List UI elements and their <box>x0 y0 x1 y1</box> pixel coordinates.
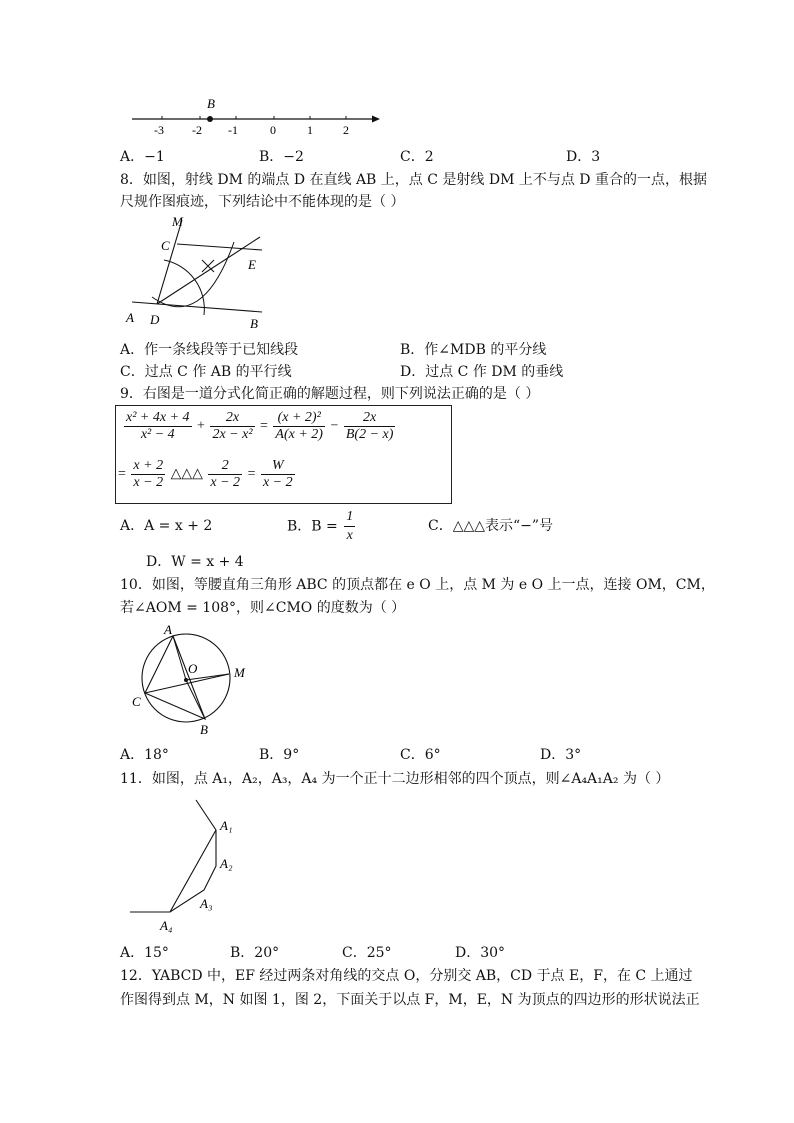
q8-option-a: A．作一条线段等于已知线段 <box>120 342 299 358</box>
q11-option-c: C．25° <box>342 945 392 961</box>
fraction: $\frac{\text{x² + 4x + 4}}{\text{x² − 4}}$ <box>126 410 190 442</box>
label-b: B <box>250 316 258 331</box>
q10-option-b: B．9° <box>259 747 300 763</box>
q10-option-a: A．18° <box>120 747 169 763</box>
q10-option-c: C．6° <box>400 747 441 763</box>
q7-option-c: C．2 <box>400 149 434 165</box>
tick-label: 2 <box>343 123 349 137</box>
fraction: $\frac{2x}{B(2 - x)}$ <box>345 410 394 442</box>
q12-stem-line-1: 12．YABCD 中，EF 经过两条对角线的交点 O，分别交 AB，CD 于点 E，F，在 C 上通过 <box>120 968 693 984</box>
fraction: $\frac{2x}{\text{2x − x²}}$ <box>212 410 253 442</box>
fraction: $\frac{\text{(x + 2)²}}{A(x + 2)}$ <box>275 410 323 442</box>
label-a4: A₄ <box>160 918 173 933</box>
label-a: A <box>126 310 134 325</box>
q9-option-a: A．A = x + 2 <box>120 518 213 534</box>
q11-polygon-figure <box>126 796 256 938</box>
label-c: C <box>161 238 170 253</box>
label-a2: A₂ <box>220 856 233 871</box>
q11-stem: 11．如图，点 A₁，A₂，A₃，A₄ 为一个正十二边形相邻的四个顶点，则∠A₄A₁A₂ 为（ ） <box>120 771 670 787</box>
q9-option-d: D．W = x + 4 <box>146 554 244 570</box>
fraction: $\frac{x + 2}{x - 2}$ <box>133 458 164 490</box>
label-a3: A₃ <box>200 896 213 911</box>
tick-label: 1 <box>307 123 313 137</box>
tick-label: -2 <box>192 123 202 137</box>
q9-option-b: B．B = $\frac{1}{x}$ <box>287 509 354 543</box>
q8-stem-line-1: 8．如图，射线 DM 的端点 D 在直线 AB 上，点 C 是射线 DM 上不与点 D 重合的一点，根据 <box>120 172 707 188</box>
q9-option-c: C．△△△表示“−”号 <box>428 518 554 534</box>
number-line-figure <box>128 94 388 138</box>
fraction: $\frac{W}{x - 2}$ <box>262 458 293 490</box>
q9-stem: 9．右图是一道分式化简正确的解题过程，则下列说法正确的是（ ） <box>120 386 540 402</box>
q12-stem-line-2: 作图得到点 M，N 如图 1，图 2，下面关于以点 F，M，E，N 为顶点的四边形的形状说法正 <box>120 992 700 1008</box>
q8-option-c: C．过点 C 作 AB 的平行线 <box>120 364 292 380</box>
q10-circle-figure <box>128 620 260 742</box>
q9-solution-box: $\frac{\text{x² + 4x + 4}}{\text{x² − 4}}$ + $\frac{2x}{\text{2x − x²}}$ = $\frac{\text{(x + 2)²}}{A(x + 2)}$ − $\frac{2x}{B(2 - x)}$ = $\frac{x + 2}{x - 2}$ △△△ $\frac{2}{x - 2}$ = $\frac{W}{x - 2}$ <box>115 405 452 504</box>
label-d: D <box>150 312 160 327</box>
label-a: A <box>164 622 172 637</box>
triangle-placeholder: △△△ <box>170 466 203 482</box>
q8-option-d: D．过点 C 作 DM 的垂线 <box>400 364 564 380</box>
q11-option-d: D．30° <box>455 945 506 961</box>
q7-option-d: D．3 <box>566 149 601 165</box>
label-o: O <box>188 661 198 676</box>
label-e: E <box>248 257 256 272</box>
q10-stem-line-2: 若∠AOM = 108°，则∠CMO 的度数为（ ） <box>120 600 406 616</box>
q8-construction-figure <box>122 212 272 334</box>
q8-option-b: B．作∠MDB 的平分线 <box>400 342 547 358</box>
tick-label: -1 <box>228 123 238 137</box>
q10-option-d: D．3° <box>540 747 582 763</box>
fraction: $\frac{2}{x - 2}$ <box>210 458 241 490</box>
q7-option-b: B．−2 <box>259 149 304 165</box>
point-b-label: B <box>207 96 215 111</box>
label-c: C <box>132 694 141 709</box>
q11-option-b: B．20° <box>230 945 280 961</box>
q8-stem-line-2: 尺规作图痕迹，下列结论中不能体现的是（ ） <box>120 194 405 210</box>
q11-option-a: A．15° <box>120 945 169 961</box>
tick-label: 0 <box>270 123 276 137</box>
q7-option-a: A．−1 <box>120 149 165 165</box>
point-b-dot <box>207 116 213 122</box>
label-m: M <box>234 665 245 680</box>
label-b: B <box>200 722 208 737</box>
number-line-arrow <box>372 116 380 123</box>
label-m: M <box>172 214 183 229</box>
q10-stem-line-1: 10．如图，等腰直角三角形 ABC 的顶点都在 e O 上，点 M 为 e O 上一点，连接 OM，CM， <box>120 577 715 593</box>
tick-label: -3 <box>154 123 164 137</box>
label-a1: A₁ <box>220 818 233 833</box>
